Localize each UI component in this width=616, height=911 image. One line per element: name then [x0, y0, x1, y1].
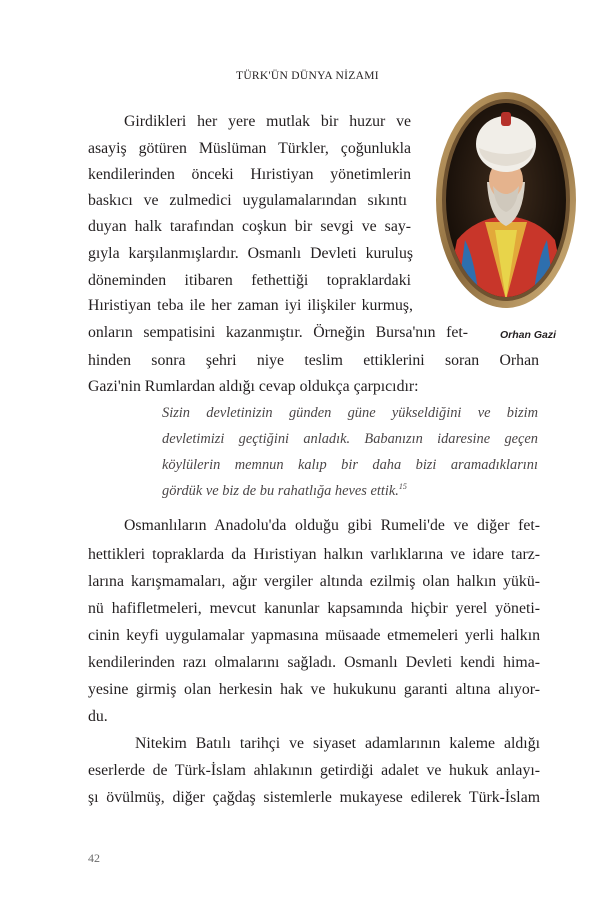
text-line: Gazi'nin Rumlardan aldığı cevap oldukça çarpıcıdır: [88, 378, 419, 395]
quote-text: gördük ve biz de bu rahatlığa heves ettik. [162, 483, 399, 499]
quote-line: devletimizi geçtiğini anladık. Babanızın idaresine geçen [162, 431, 538, 447]
text-line: onların sempatisini kazanmıştır. Örneğin Bursa'nın fet- [88, 324, 468, 341]
quote-line [162, 483, 538, 500]
text-line: duyan halk tarafından coşkun bir sevgi ve say- [88, 218, 411, 235]
text-line: du. [88, 708, 108, 725]
text-line: larına karışmamaları, ağır vergiler altında ezilmiş olan halkın yükü- [88, 573, 540, 590]
text-line: hettikleri topraklarda da Hıristiyan halkın varlıklarına ve idare tarz- [88, 546, 540, 563]
text-line: şı övülmüş, diğer çağdaş sistemlerle mukayese edilerek Türk-İslam [88, 789, 540, 806]
portrait-icon [435, 90, 577, 310]
text-line: kendilerinden razı olmalarını sağladı. Osmanlı Devleti kendi hima- [88, 654, 540, 671]
text-line: Hıristiyan teba ile her zaman iyi ilişkiler kurmuş, [88, 297, 413, 314]
text-line: gıyla karşılanmışlardır. Osmanlı Devleti kuruluş [88, 245, 413, 262]
text-line: Girdikleri her yere mutlak bir huzur ve [124, 113, 411, 130]
orhan-gazi-portrait [435, 90, 577, 310]
text-line: yesine girmiş olan herkesin hak ve hukukunu garanti altına alıyor- [88, 681, 540, 698]
text-line: asayiş götüren Müslüman Türkler, çoğunlukla [88, 140, 411, 157]
text-line: kendilerinden önceki Hıristiyan yönetimlerin [88, 166, 411, 183]
text-line: baskıcı ve zulmedici uygulamalarından sıkıntı [88, 192, 407, 209]
running-header: TÜRK'ÜN DÜNYA NİZAMI [236, 70, 379, 82]
figure-caption: Orhan Gazi [500, 329, 557, 341]
footnote-ref[interactable]: 15 [398, 482, 407, 492]
text-line: döneminden itibaren fethettiği topraklardaki [88, 272, 411, 289]
text-line: cinin keyfi uygulamalar yapmasına müsaade etmemeleri yerli halkın [88, 627, 540, 644]
page-number: 42 [88, 851, 100, 865]
text-line: hinden sonra şehri niye teslim ettiklerini soran Orhan [88, 352, 539, 369]
text-line: nü hafifletmeleri, mevcut kanunlar kapsamında hiçbir yerel yöneti- [88, 600, 540, 617]
text-line: eserlerde de Türk-İslam ahlakının getirdiği adalet ve hukuk anlayı- [88, 762, 540, 779]
text-line: Osmanlıların Anadolu'da olduğu gibi Rumeli'de ve diğer fet- [124, 517, 540, 534]
text-line: Nitekim Batılı tarihçi ve siyaset adamlarının kaleme aldığı [135, 735, 540, 752]
quote-line: Sizin devletinizin günden güne yükseldiğini ve bizim [162, 405, 538, 421]
quote-line: köylülerin memnun kalıp bir daha bizi aramadıklarını [162, 457, 538, 473]
